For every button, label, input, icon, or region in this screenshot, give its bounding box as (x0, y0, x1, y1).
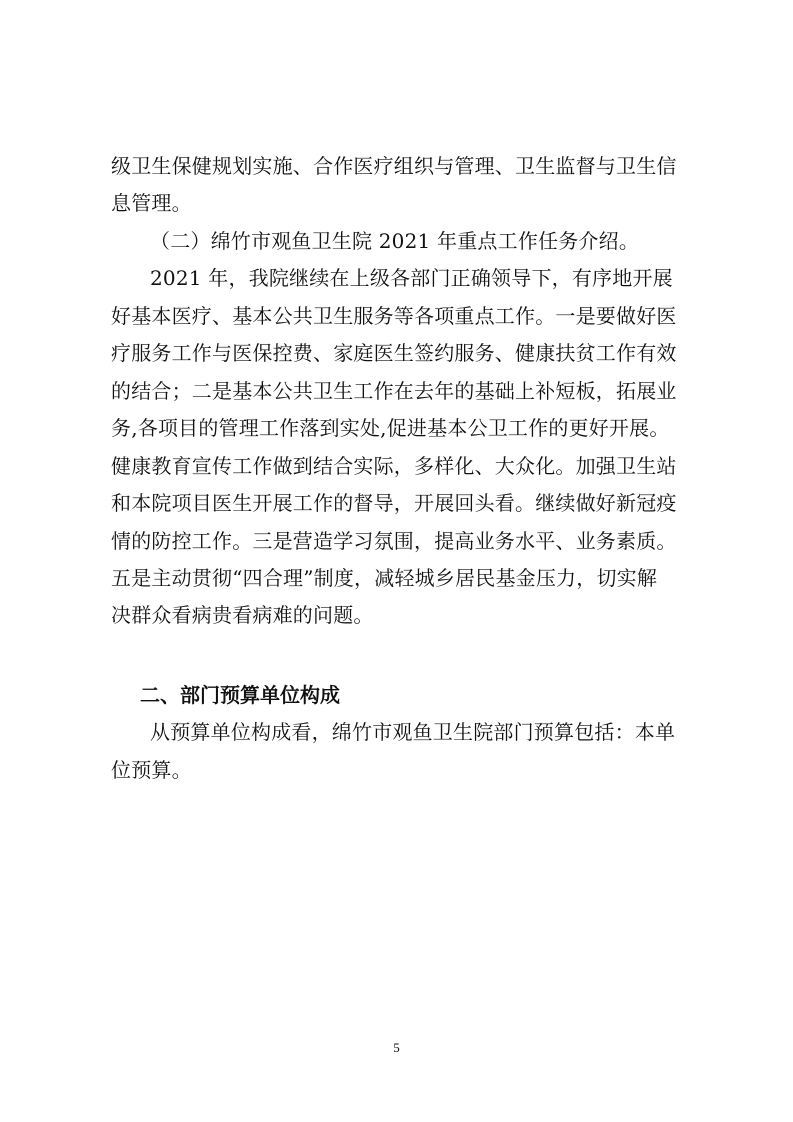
paragraph-line: 和本院项目医生开展工作的督导，开展回头看。继续做好新冠疫 (111, 491, 677, 515)
subheading: （二）绵竹市观鱼卫生院 2021 年重点工作任务介绍。 (150, 229, 640, 253)
paragraph-line: 五是主动贯彻“四合理”制度，减轻城乡居民基金压力，切实解 (111, 566, 658, 590)
paragraph-line: 2021 年，我院继续在上级各部门正确领导下，有序地开展 (150, 266, 673, 290)
paragraph-line: 好基本医疗、基本公共卫生服务等各项重点工作。一是要做好医 (111, 304, 677, 328)
paragraph-line: 决群众看病贵看病难的问题。 (111, 603, 374, 627)
paragraph-line: 位预算。 (111, 758, 192, 782)
paragraph-line: 从预算单位构成看，绵竹市观鱼卫生院部门预算包括：本单 (150, 720, 676, 744)
paragraph-line: 的结合；二是基本公共卫生工作在去年的基础上补短板，拓展业 (111, 379, 677, 403)
section-heading: 二、部门预算单位构成 (140, 683, 340, 707)
paragraph-line: 疗服务工作与医保控费、家庭医生签约服务、健康扶贫工作有效 (111, 341, 677, 365)
paragraph-line: 级卫生保健规划实施、合作医疗组织与管理、卫生监督与卫生信 (111, 154, 677, 178)
paragraph-line: 健康教育宣传工作做到结合实际，多样化、大众化。加强卫生站 (111, 454, 677, 478)
paragraph-line: 务,各项目的管理工作落到实处,促进基本公卫工作的更好开展。 (111, 416, 670, 440)
paragraph-line: 情的防控工作。三是营造学习氛围，提高业务水平、业务素质。 (111, 529, 677, 553)
page-number: 5 (393, 1040, 400, 1055)
paragraph-line: 息管理。 (111, 191, 192, 215)
